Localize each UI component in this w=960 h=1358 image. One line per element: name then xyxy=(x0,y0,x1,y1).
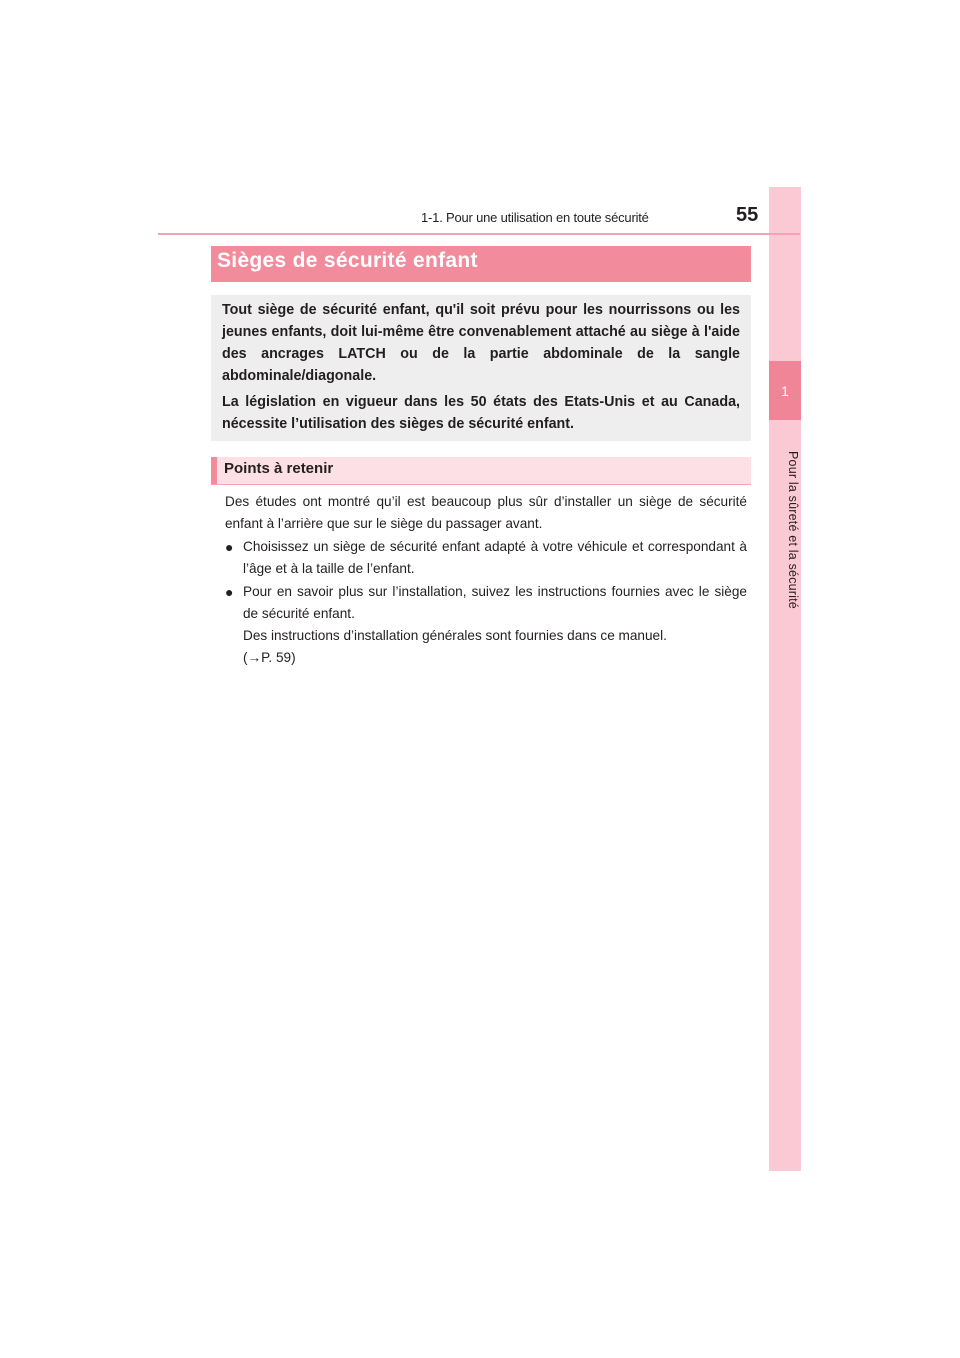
intro-paragraph: La législation en vigueur dans les 50 états des Etats-Unis et au Canada, nécessite l’utilisation des sièges de sécurité enfant. xyxy=(222,394,740,432)
intro-paragraph: Tout siège de sécurité enfant, qu'il soit prévu pour les nourrissons ou les jeunes enfants, doit lui-même être convenablement attaché au siège à l'aide des ancrages LATCH ou de la partie abdominale de la sangle abdominale/diagonale. xyxy=(222,302,740,384)
subsection-accent xyxy=(211,457,217,484)
chapter-number-tab[interactable] xyxy=(769,361,801,420)
intro-box xyxy=(211,295,751,441)
subsection-body xyxy=(225,491,747,669)
bullet-text: Pour en savoir plus sur l’installation, suivez les instructions fournies avec le siège de sécurité enfant. xyxy=(243,584,747,621)
section-title: Sièges de sécurité enfant xyxy=(217,249,478,272)
header-divider xyxy=(158,233,800,235)
chapter-number: 1 xyxy=(781,382,789,399)
bullet-extra-text: Des instructions d’installation générales sont fournies dans ce manuel. xyxy=(243,628,667,643)
page-reference-link[interactable]: (→P. 59) xyxy=(243,650,296,665)
running-header: 1-1. Pour une utilisation en toute sécurité xyxy=(421,210,649,225)
bullet-icon: ● xyxy=(225,539,234,555)
chapter-title-text: Pour la sûreté et la sécurité xyxy=(786,451,800,609)
bullet-icon: ● xyxy=(225,584,234,600)
bullet-item xyxy=(225,536,747,580)
subsection-bar xyxy=(211,457,751,485)
side-tab xyxy=(769,187,801,1171)
subsection-title: Points à retenir xyxy=(224,460,334,477)
bullet-text: Choisissez un siège de sécurité enfant adapté à votre véhicule et correspondant à l’âge et à la taille de l’enfant. xyxy=(243,539,747,576)
section-title-bar xyxy=(211,246,751,282)
chapter-title xyxy=(770,430,800,630)
page-number: 55 xyxy=(736,204,759,226)
subsection-intro: Des études ont montré qu’il est beaucoup plus sûr d’installer un siège de sécurité enfant à l’arrière que sur le siège du passager avant. xyxy=(225,494,747,531)
bullet-item xyxy=(225,581,747,669)
